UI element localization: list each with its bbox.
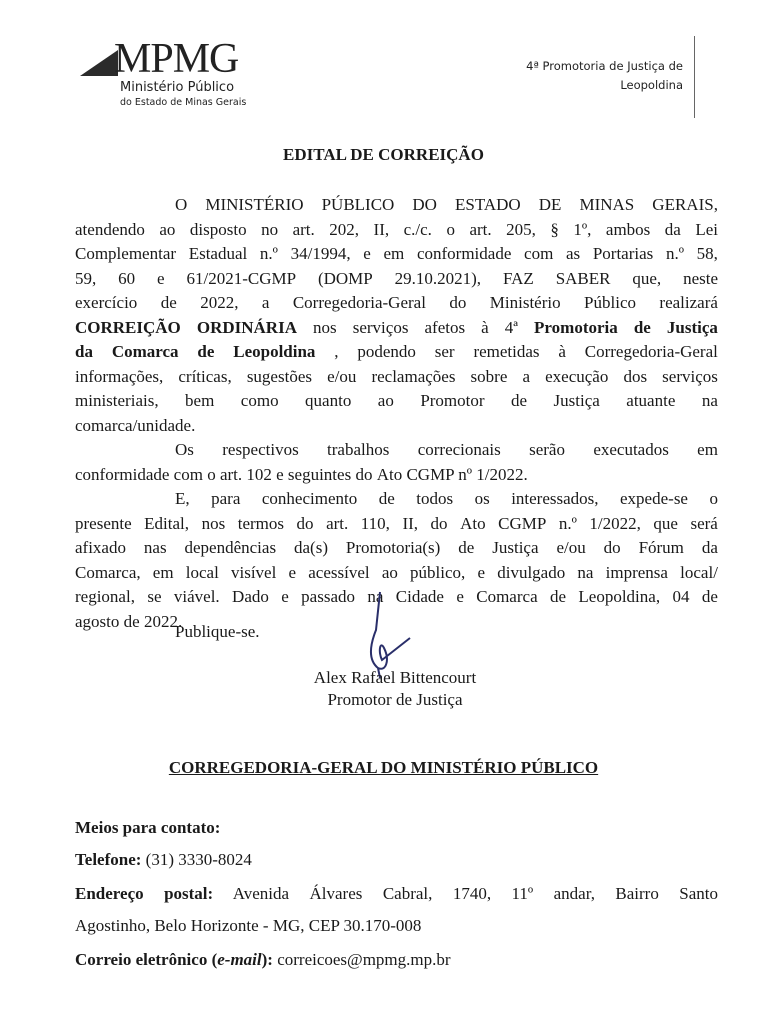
body-word: remetidas	[473, 342, 540, 361]
body-word: E,	[175, 489, 190, 508]
body-word: Ato	[460, 513, 486, 533]
body-line	[75, 340, 718, 365]
body-word: Comarca	[476, 587, 538, 606]
body-word: II,	[402, 513, 419, 533]
body-word: a	[261, 293, 270, 312]
body-word: serviços	[352, 317, 409, 337]
body-word: de	[511, 391, 528, 410]
email-label-a: Correio eletrônico (	[75, 950, 218, 969]
section-title: CORREGEDORIA-GERAL DO MINISTÉRIO PÚBLICO	[168, 758, 599, 777]
body-word: n.º	[259, 244, 278, 263]
body-word: ESTADO	[454, 195, 521, 214]
body-word: o	[446, 219, 455, 239]
body-word: neste	[683, 268, 718, 288]
body-word: e/ou	[327, 366, 357, 386]
body-word: 29.10.2021),	[394, 268, 482, 288]
body-line	[75, 267, 718, 292]
body-word: serão	[529, 440, 565, 459]
body-word: do	[296, 513, 314, 533]
body-word: visível	[231, 562, 277, 582]
contact-phone	[75, 850, 718, 870]
body-word: de	[549, 587, 567, 606]
body-word: 2022.	[143, 611, 187, 631]
logo-line1: Ministério Público	[120, 80, 235, 95]
body-word: presente	[75, 513, 132, 533]
unit-line1: 4ª Promotoria de Justiça de	[526, 59, 683, 73]
body-word: conformidade	[75, 464, 174, 484]
body-word: Promotor	[420, 391, 485, 410]
body-word: CGMP	[406, 464, 459, 484]
body-word: GERAIS,	[652, 195, 718, 214]
body-line	[75, 487, 718, 512]
body-word: na	[701, 391, 718, 410]
body-word: realizará	[659, 293, 718, 312]
body-word: a	[522, 366, 531, 386]
body-word: o	[709, 489, 718, 508]
body-word: dos	[623, 366, 648, 386]
body-word: se	[147, 587, 162, 606]
body-word: Ato	[376, 464, 407, 484]
body-word: dependências	[184, 538, 277, 557]
body-word: e	[477, 562, 486, 582]
body-word: da(s)	[294, 538, 328, 557]
body-word: reclamações	[371, 366, 456, 386]
signature-block	[300, 667, 490, 711]
body-word: de	[160, 293, 177, 312]
contact-email	[75, 950, 718, 970]
body-word: com	[173, 464, 208, 484]
body-word: 58,	[696, 244, 718, 263]
body-word: 34/1994,	[290, 244, 351, 263]
body-word: MINISTÉRIO	[205, 195, 304, 214]
body-word: termos	[237, 513, 284, 533]
logo-mark: MPMG	[114, 36, 239, 82]
body-word: atuante	[626, 391, 676, 410]
body-word: nas	[143, 538, 167, 557]
body-word: respectivos	[222, 440, 299, 459]
body-word: (DOMP	[317, 268, 373, 288]
body-word: MINAS	[579, 195, 635, 214]
body-word: SABER	[555, 268, 611, 288]
body-word: e	[276, 464, 288, 484]
body-word: na	[577, 562, 594, 582]
body-word: sugestões	[246, 366, 312, 386]
body-word: em	[383, 244, 405, 263]
body-word: agosto	[75, 611, 124, 631]
logo-line2: do Estado de Minas Gerais	[120, 97, 247, 108]
email-value[interactable]: correicoes@mpmg.mp.br	[277, 950, 451, 969]
body-word: informações,	[75, 366, 164, 386]
body-word: disposto	[189, 219, 247, 239]
body-word: FAZ	[502, 268, 534, 288]
body-word: comarca/unidade.	[75, 415, 200, 435]
body-word: em	[697, 440, 718, 459]
body-word: de	[701, 587, 718, 606]
body-word: de	[123, 611, 144, 631]
body-word: Fórum	[638, 538, 684, 557]
body-word: expede-se	[620, 489, 688, 508]
body-word: passado	[301, 587, 355, 606]
body-word: da	[701, 538, 718, 557]
body-word: sobre	[470, 366, 508, 386]
body-word: no	[261, 219, 279, 239]
body-word: Lei	[695, 219, 718, 239]
body-word: §	[550, 219, 559, 239]
address-label: Endereço postal:	[75, 884, 214, 903]
body-word: local	[185, 562, 219, 582]
body-word: que,	[632, 268, 662, 288]
body-word: Ministério	[489, 293, 561, 312]
body-word: Leopoldina,	[578, 587, 661, 606]
body-word: atendendo	[75, 219, 145, 239]
body-line	[75, 365, 718, 390]
body-line	[75, 291, 718, 316]
body-word: todos	[416, 489, 454, 508]
body-word: 202,	[329, 219, 360, 239]
body-word: 4ª	[504, 317, 518, 337]
body-word: na	[367, 587, 384, 606]
body-word: Portarias	[592, 244, 654, 263]
body-word: ministeriais,	[75, 391, 159, 410]
body-word: imprensa	[605, 562, 668, 582]
body-word: seguintes	[287, 464, 356, 484]
body-word: 61/2021-CGMP	[186, 268, 297, 288]
body-word: n.º	[558, 513, 577, 533]
body-word: os	[474, 489, 490, 508]
body-word: viável.	[173, 587, 220, 606]
body-word: ao	[377, 391, 394, 410]
body-word: ambos	[605, 219, 651, 239]
body-word: da	[664, 219, 681, 239]
body-word: 60	[118, 268, 136, 288]
body-word: Complementar	[75, 244, 177, 263]
body-word: e	[363, 244, 371, 263]
body-word: execução	[545, 366, 609, 386]
body-line	[75, 561, 718, 586]
email-label-c: ):	[261, 950, 273, 969]
body-word: Justiça	[492, 538, 539, 557]
body-word: podendo	[357, 342, 416, 361]
body-word: de	[458, 538, 475, 557]
body-line	[75, 512, 718, 537]
body-word: DO	[412, 195, 437, 214]
body-word: art.	[469, 219, 492, 239]
body-word: ser	[434, 342, 455, 361]
body-word: art.	[292, 219, 315, 239]
body-word: será	[690, 513, 718, 533]
body-word: de	[633, 317, 651, 337]
body-word: 110,	[360, 513, 390, 533]
body-word: CORREIÇÃO	[75, 317, 181, 337]
body-word: art.	[326, 513, 349, 533]
body-word: Comarca,	[75, 562, 141, 582]
body-word: Justiça	[666, 317, 718, 337]
body-word: ,	[334, 342, 339, 361]
body-word: conformidade	[416, 244, 512, 263]
body-line	[75, 242, 718, 267]
body-word: e	[157, 268, 165, 288]
body-word: II,	[373, 219, 390, 239]
body-word: 1/2022,	[589, 513, 641, 533]
logo-triangle-icon	[80, 50, 118, 76]
body-word: nos	[201, 513, 226, 533]
body-word: e	[456, 587, 464, 606]
body-word: art.	[219, 464, 247, 484]
body-word: 59,	[75, 268, 97, 288]
body-line	[75, 218, 718, 243]
contact-heading: Meios para contato:	[75, 818, 221, 837]
body-word: acessível	[308, 562, 370, 582]
body-word: do	[603, 538, 621, 557]
body-word: executados	[593, 440, 669, 459]
body-word: 1º,	[573, 219, 592, 239]
email-label-b: e-mail	[217, 950, 262, 969]
mpmg-logo	[80, 36, 280, 115]
body-word: à	[481, 317, 489, 337]
body-word: Promotoria	[534, 317, 618, 337]
body-word: afetos	[424, 317, 466, 337]
body-word: PÚBLICO	[321, 195, 395, 214]
body-word: do	[430, 513, 448, 533]
body-word: público,	[410, 562, 466, 582]
edital-body	[75, 193, 718, 634]
unit-name	[526, 57, 683, 95]
body-word: da	[75, 342, 93, 361]
body-word: Promotoria(s)	[345, 538, 441, 557]
signer-role: Promotor de Justiça	[327, 690, 463, 709]
body-word: Estadual	[188, 244, 248, 263]
body-word: trabalhos	[327, 440, 390, 459]
body-word: com	[524, 244, 554, 263]
address-line2: Agostinho, Belo Horizonte - MG, CEP 30.170-008	[75, 916, 422, 935]
unit-line2: Leopoldina	[620, 78, 683, 92]
body-word: quanto	[305, 391, 352, 410]
body-word: ao	[381, 562, 398, 582]
body-line	[75, 536, 718, 561]
body-word: à	[558, 342, 566, 361]
body-word: CGMP	[498, 513, 547, 533]
body-word: ao	[159, 219, 176, 239]
body-word: exercício	[75, 293, 138, 312]
body-word: de	[378, 489, 395, 508]
body-word: interessados,	[511, 489, 599, 508]
body-word: críticas,	[178, 366, 232, 386]
body-word: 1/2022.	[476, 464, 533, 484]
body-word: o	[207, 464, 220, 484]
body-word: Público	[584, 293, 636, 312]
publique-se: Publique-se.	[175, 622, 260, 641]
body-word: n.º	[665, 244, 684, 263]
body-word: Leopoldina	[233, 342, 316, 361]
body-word: Os	[175, 440, 194, 459]
body-line	[75, 438, 718, 463]
body-word: e	[281, 587, 289, 606]
body-word: em	[152, 562, 174, 582]
body-word: correcionais	[417, 440, 501, 459]
body-word: bem	[185, 391, 215, 410]
phone-label: Telefone:	[75, 850, 142, 869]
body-line	[75, 193, 718, 218]
body-word: nos	[313, 317, 337, 337]
body-word: Dado	[232, 587, 269, 606]
header-divider	[694, 36, 695, 118]
body-word: serviços	[662, 366, 718, 386]
body-word: do	[449, 293, 467, 312]
body-word: DE	[538, 195, 562, 214]
phone-value: (31) 3330-8024	[145, 850, 252, 869]
contact-address-1	[75, 884, 718, 904]
body-word: do	[355, 464, 377, 484]
body-line	[75, 316, 718, 341]
body-word: como	[240, 391, 279, 410]
body-word: O	[175, 195, 188, 214]
body-word: ORDINÁRIA	[196, 317, 297, 337]
body-word: Justiça	[553, 391, 600, 410]
body-word: nº	[458, 464, 477, 484]
body-word: para	[211, 489, 241, 508]
document-title: EDITAL DE CORREIÇÃO	[283, 145, 484, 164]
body-word: conhecimento	[261, 489, 358, 508]
body-word: que	[653, 513, 678, 533]
body-word: local/	[680, 562, 718, 582]
body-word: divulgado	[497, 562, 566, 582]
body-word: regional,	[75, 587, 135, 606]
body-word: as	[565, 244, 581, 263]
body-word: afixado	[75, 538, 126, 557]
body-word: e	[288, 562, 297, 582]
body-line	[75, 389, 718, 414]
body-word: Corregedoria-Geral	[584, 342, 718, 361]
body-word: Corregedoria-Geral	[292, 293, 426, 312]
body-word: 2022,	[200, 293, 239, 312]
body-word: 102	[246, 464, 277, 484]
body-word: e/ou	[556, 538, 586, 557]
body-word: 205,	[506, 219, 536, 239]
body-word: Cidade	[395, 587, 444, 606]
body-word: Comarca	[111, 342, 179, 361]
signer-name: Alex Rafael Bittencourt	[313, 668, 477, 687]
body-word: de	[197, 342, 215, 361]
body-line	[75, 463, 718, 488]
body-word: 04	[672, 587, 690, 606]
body-word: c./c.	[403, 219, 432, 239]
body-line	[75, 414, 718, 439]
address-line1: Avenida Álvares Cabral, 1740, 11º andar, Bairro Santo	[232, 884, 719, 903]
body-word: Edital,	[144, 513, 190, 533]
